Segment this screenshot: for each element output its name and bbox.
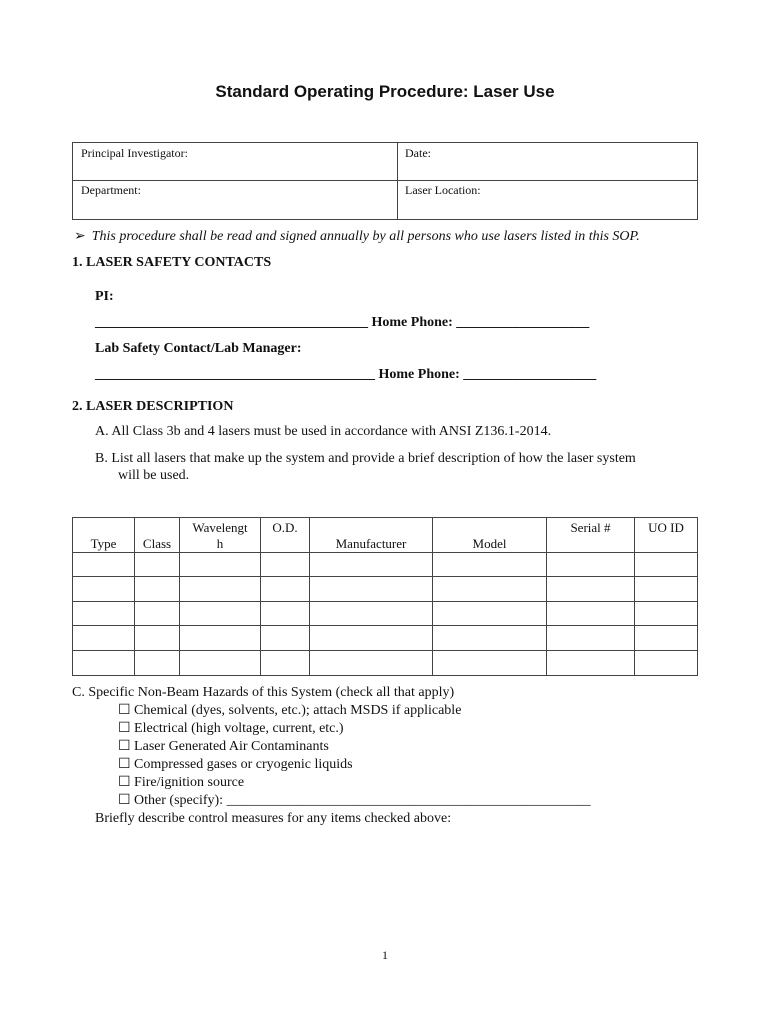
page-number: 1 — [382, 948, 388, 962]
col-header-class: Class — [142, 536, 172, 551]
laser-table — [72, 517, 698, 676]
hazard-checkbox-chemical[interactable]: ☐ Chemical (dyes, solvents, etc.); attach MSDS if applicable — [118, 703, 462, 718]
laser-table-row-line — [73, 625, 697, 626]
col-header-wavelength — [180, 520, 260, 552]
hazard-checkbox-air-contaminants[interactable]: ☐ Laser Generated Air Contaminants — [118, 739, 329, 754]
info-table-divider — [397, 143, 398, 219]
pi-label: PI: — [95, 289, 114, 304]
col-header-od: O.D. — [272, 520, 298, 535]
col-header-wavelength-line1: Wavelengt — [192, 520, 248, 535]
control-measures-prompt: Briefly describe control measures for any items checked above: — [95, 811, 452, 826]
laser-table-row-line — [73, 576, 697, 577]
date-field[interactable]: Date: — [405, 146, 431, 160]
info-table — [72, 142, 698, 220]
laser-table-col-line — [634, 518, 635, 675]
arrow-bullet-icon: ➢ — [74, 229, 86, 244]
section-1-heading: 1. LASER SAFETY CONTACTS — [72, 255, 272, 270]
department-field[interactable]: Department: — [81, 183, 141, 197]
laser-location-field[interactable]: Laser Location: — [405, 183, 481, 197]
principal-investigator-field[interactable]: Principal Investigator: — [81, 146, 188, 160]
laser-table-row-line — [73, 601, 697, 602]
lab-manager-label: Lab Safety Contact/Lab Manager: — [95, 341, 302, 356]
col-header-serial: Serial # — [570, 520, 611, 535]
laser-table-row-line — [73, 552, 697, 553]
laser-desc-item-a: A. All Class 3b and 4 lasers must be used in accordance with ANSI Z136.1-2014. — [95, 424, 552, 439]
hazard-checkbox-compressed-gases[interactable]: ☐ Compressed gases or cryogenic liquids — [118, 757, 353, 772]
col-header-model: Model — [472, 536, 507, 551]
hazards-heading: C. Specific Non-Beam Hazards of this System (check all that apply) — [72, 685, 455, 700]
page-title: Standard Operating Procedure: Laser Use — [215, 82, 555, 101]
note-text: This procedure shall be read and signed annually by all persons who use lasers listed in this SOP. — [91, 229, 640, 244]
laser-desc-item-b-cont: will be used. — [118, 468, 190, 483]
laser-table-row-line — [73, 650, 697, 651]
laser-desc-item-b: B. List all lasers that make up the system and provide a brief description of how the laser system — [95, 451, 636, 466]
hazard-checkbox-fire[interactable]: ☐ Fire/ignition source — [118, 775, 245, 790]
pi-contact-line[interactable]: _______________________________________ Home Phone: ___________________ — [95, 315, 590, 330]
read-sign-note — [74, 228, 640, 245]
col-header-uo-id: UO ID — [648, 520, 684, 535]
lab-manager-contact-line[interactable]: ________________________________________ Home Phone: ___________________ — [95, 367, 597, 382]
hazard-checkbox-other[interactable]: ☐ Other (specify): ____________________________________________________ — [118, 793, 591, 808]
hazard-checkbox-electrical[interactable]: ☐ Electrical (high voltage, current, etc.) — [118, 721, 344, 736]
col-header-wavelength-line2: h — [216, 536, 224, 551]
laser-table-col-line — [260, 518, 261, 675]
section-2-heading: 2. LASER DESCRIPTION — [72, 399, 234, 414]
laser-table-col-line — [546, 518, 547, 675]
info-row-2 — [73, 181, 697, 219]
non-beam-hazards — [72, 684, 591, 828]
col-header-type: Type — [90, 536, 117, 551]
col-header-manufacturer: Manufacturer — [335, 536, 407, 551]
